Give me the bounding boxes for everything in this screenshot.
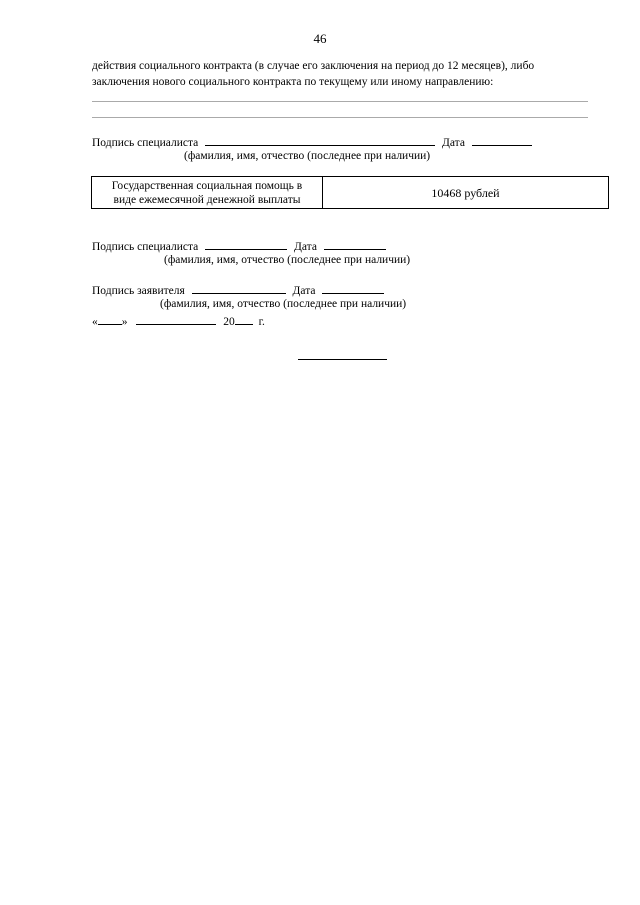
applicant-signature-blank[interactable] (192, 281, 286, 294)
page-number: 46 (313, 31, 327, 46)
applicant-signature-caption: (фамилия, имя, отчество (последнее при наличии) (160, 298, 407, 310)
fill-in-line-2 (92, 117, 588, 118)
close-quote: » (121, 316, 128, 328)
open-quote: « (92, 316, 98, 328)
year-blank[interactable] (235, 312, 253, 325)
end-separator-line (298, 359, 387, 360)
day-blank[interactable] (98, 312, 122, 325)
specialist-signature-label: Подпись специалиста (92, 241, 199, 253)
date-blank[interactable] (322, 281, 384, 294)
aid-table (91, 176, 609, 209)
date-label: Дата (292, 285, 316, 297)
specialist-signature-caption: (фамилия, имя, отчество (последнее при наличии) (164, 254, 411, 266)
fill-in-line-1 (92, 101, 588, 102)
specialist-signature-label: Подпись специалиста (92, 137, 199, 149)
date-blank[interactable] (472, 133, 532, 146)
year-suffix: г. (258, 316, 265, 328)
date-label: Дата (442, 137, 465, 149)
date-label: Дата (294, 241, 317, 253)
intro-line-1: действия социального контракта (в случае его заключения на период до 12 месяцев), либо (92, 60, 535, 72)
aid-value-cell: 10468 рублей (323, 177, 609, 209)
month-blank[interactable] (136, 312, 216, 325)
specialist-signature-blank[interactable] (205, 237, 287, 250)
table-row (92, 177, 609, 209)
specialist-signature-blank[interactable] (205, 133, 435, 146)
aid-label-cell (92, 177, 323, 209)
specialist-signature-caption: (фамилия, имя, отчество (последнее при наличии) (184, 150, 431, 162)
date-fill-row (92, 312, 265, 330)
intro-line-2: заключения нового социального контракта по текущему или иному направлению: (92, 76, 494, 88)
date-blank[interactable] (324, 237, 386, 250)
applicant-signature-label: Подпись заявителя (92, 285, 185, 297)
aid-label-line-1: Государственная социальная помощь в (111, 179, 303, 192)
year-prefix: 20 (223, 316, 235, 328)
intro-paragraph (92, 58, 612, 90)
aid-label-line-2: виде ежемесячной денежной выплаты (113, 193, 301, 206)
